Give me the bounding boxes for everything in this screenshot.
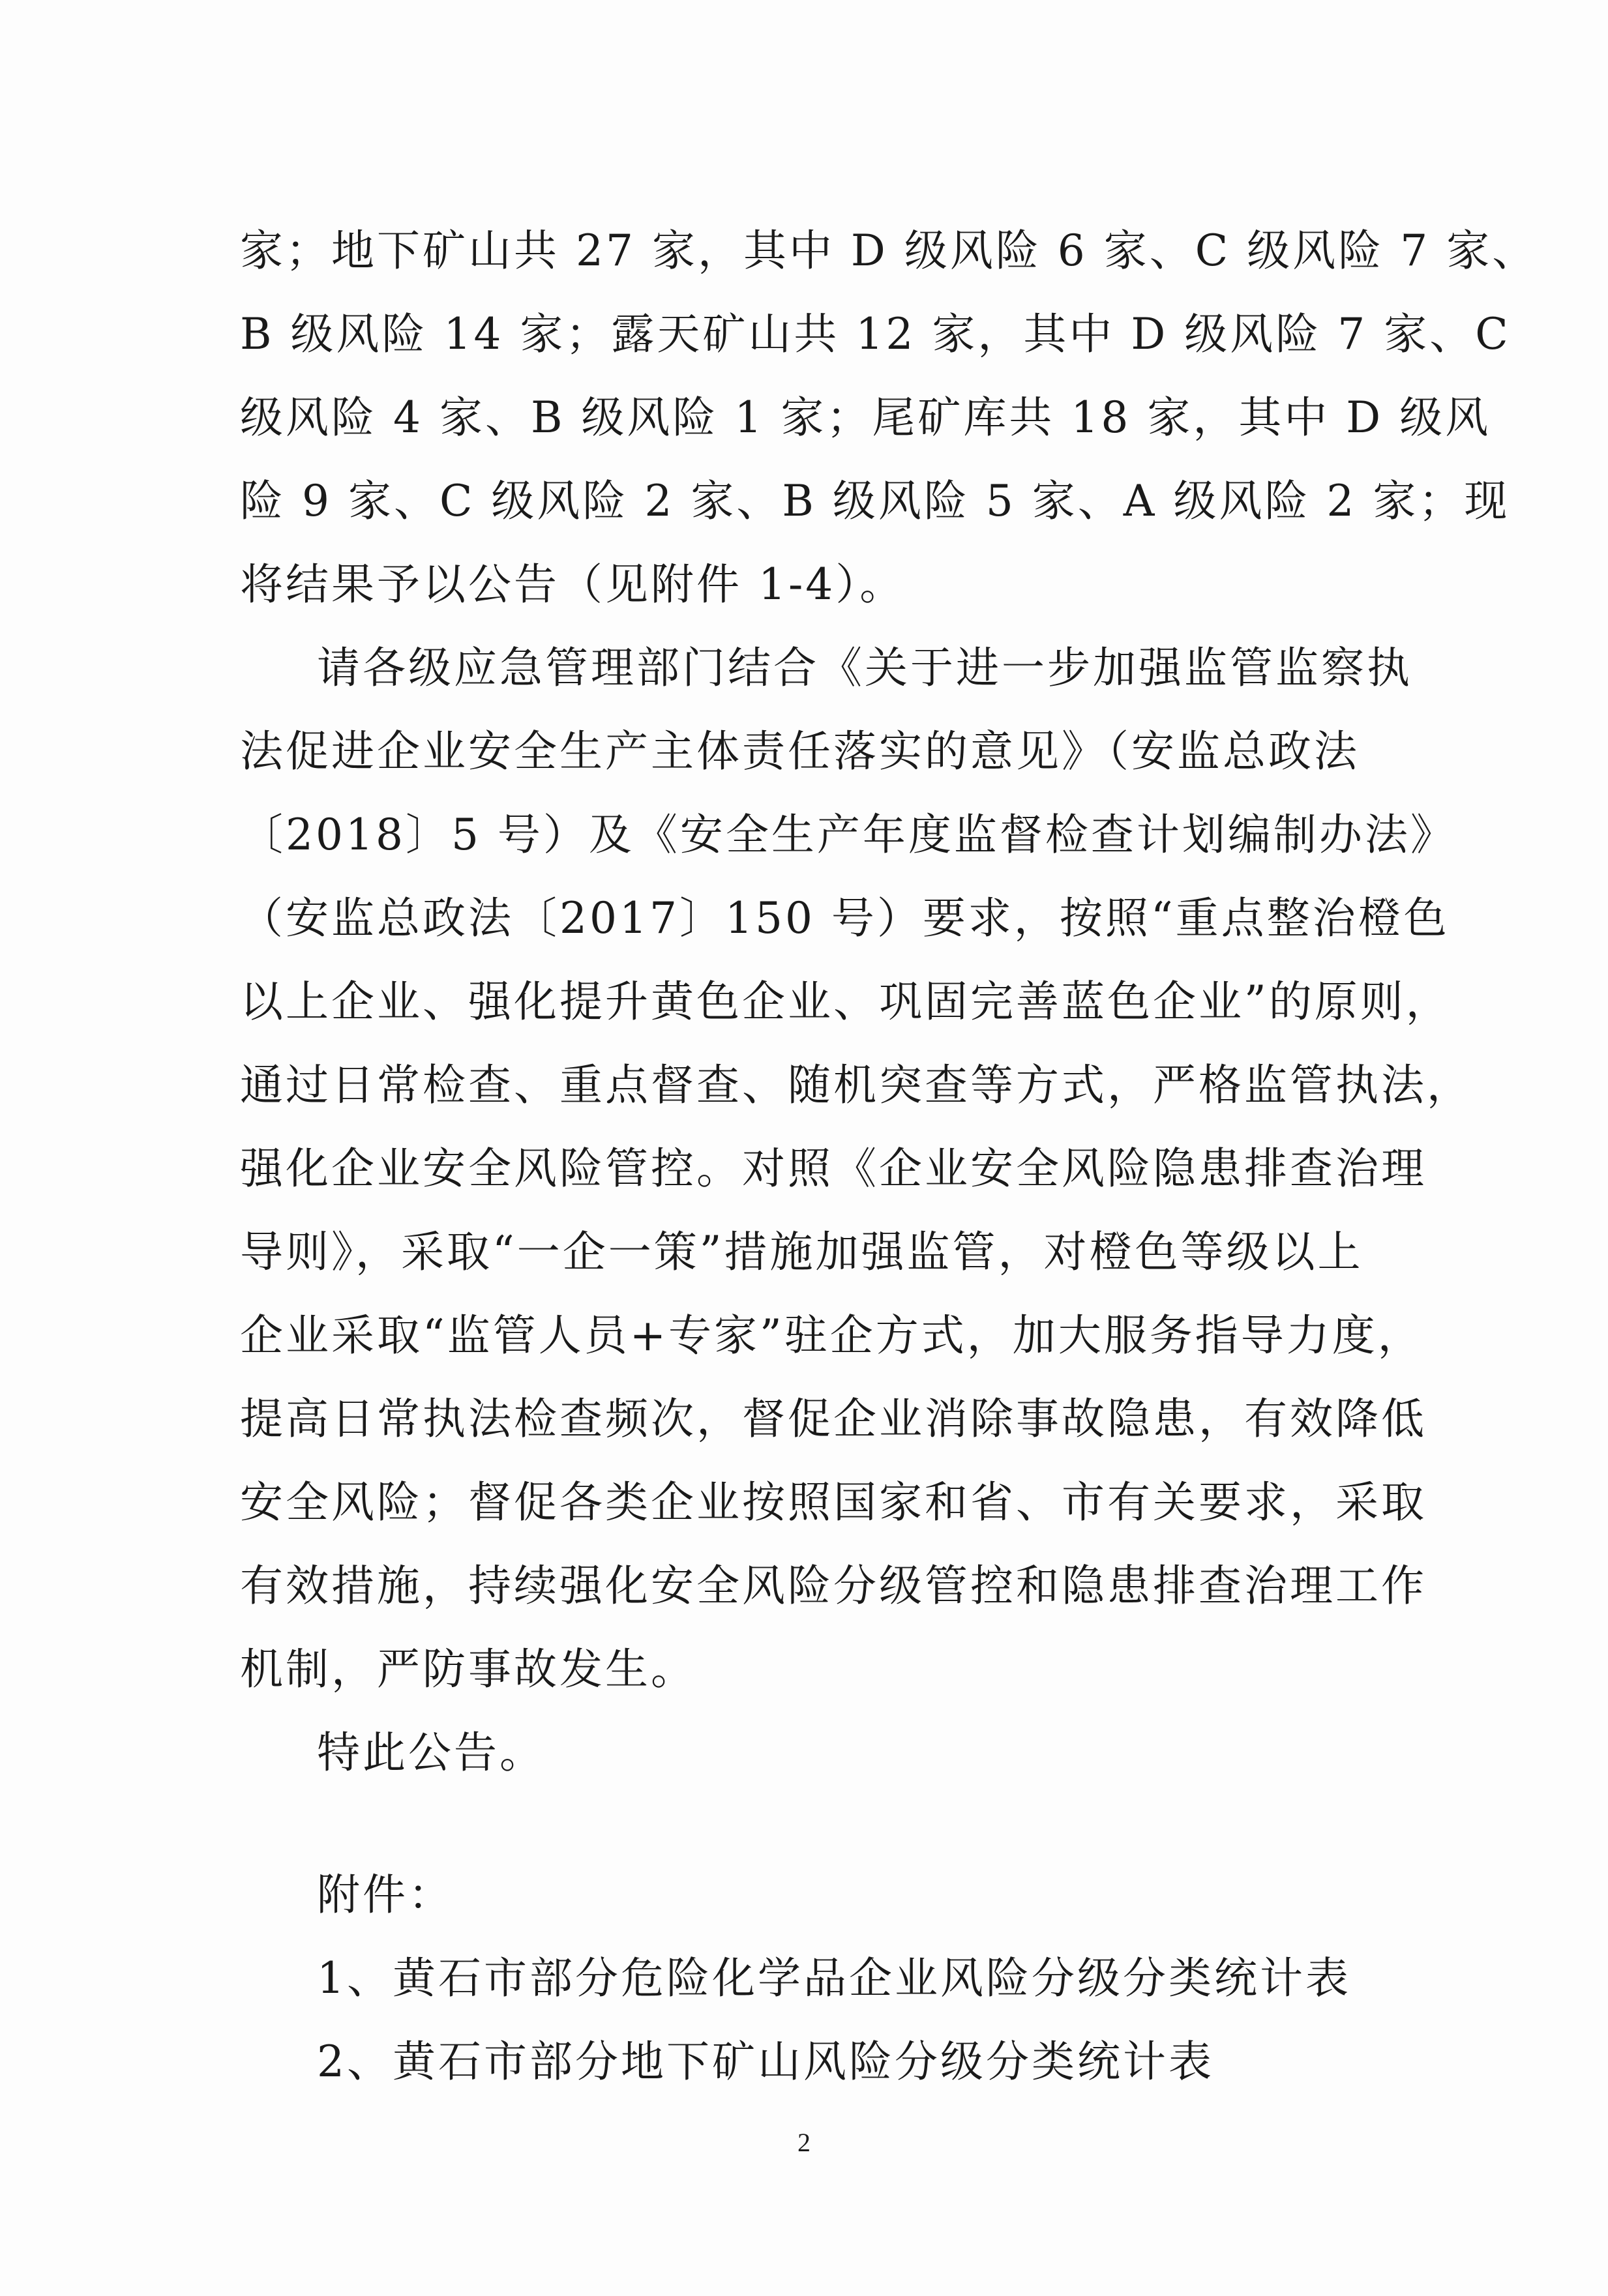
paragraph-1-line-1: 家；地下矿山共 27 家，其中 D 级风险 6 家、C 级风险 7 家、 <box>240 226 1538 276</box>
paragraph-1-line-2: B 级风险 14 家；露天矿山共 12 家，其中 D 级风险 7 家、C <box>240 309 1511 359</box>
attachment-item-1: 1、黄石市部分危险化学品企业风险分级分类统计表 <box>317 1953 1351 2003</box>
paragraph-2-line-6: 通过日常检查、重点督查、随机突查等方式，严格监管执法， <box>240 1060 1472 1110</box>
paragraph-2-line-5: 以上企业、强化提升黄色企业、巩固完善蓝色企业”的原则， <box>240 977 1452 1027</box>
paragraph-2-line-13: 机制，严防事故发生。 <box>240 1644 696 1694</box>
paragraph-2-line-3: 〔2018〕5 号）及《安全生产年度监督检查计划编制办法》 <box>240 810 1456 860</box>
paragraph-2-line-2: 法促进企业安全生产主体责任落实的意见》（安监总政法 <box>240 726 1360 776</box>
paragraph-1-line-3: 级风险 4 家、B 级风险 1 家；尾矿库共 18 家，其中 D 级风 <box>240 392 1491 443</box>
paragraph-2-line-7: 强化企业安全风险管控。对照《企业安全风险隐患排查治理 <box>240 1143 1427 1194</box>
paragraph-2-line-10: 提高日常执法检查频次，督促企业消除事故隐患，有效降低 <box>240 1394 1427 1444</box>
paragraph-1-line-4: 险 9 家、C 级风险 2 家、B 级风险 5 家、A 级风险 2 家；现 <box>240 476 1510 526</box>
paragraph-1-line-5: 将结果予以公告（见附件 1-4）。 <box>240 559 906 610</box>
paragraph-2-line-4: （安监总政法〔2017〕150 号）要求，按照“重点整治橙色 <box>240 893 1450 943</box>
paragraph-2-line-1: 请各级应急管理部门结合《关于进一步加强监管监察执 <box>317 643 1412 693</box>
paragraph-2-line-8: 导则》，采取“一企一策”措施加强监管，对橙色等级以上 <box>240 1227 1363 1277</box>
attachment-item-2: 2、黄石市部分地下矿山风险分级分类统计表 <box>317 2037 1214 2087</box>
paragraph-2-line-9: 企业采取“监管人员+专家”驻企方式，加大服务指导力度， <box>240 1310 1423 1361</box>
page-number: 2 <box>797 2128 811 2157</box>
paragraph-2-line-11: 安全风险；督促各类企业按照国家和省、市有关要求，采取 <box>240 1477 1427 1527</box>
paragraph-2-line-12: 有效措施，持续强化安全风险分级管控和隐患排查治理工作 <box>240 1561 1427 1611</box>
attachments-label: 附件： <box>317 1870 454 1920</box>
closing-statement: 特此公告。 <box>317 1728 545 1778</box>
